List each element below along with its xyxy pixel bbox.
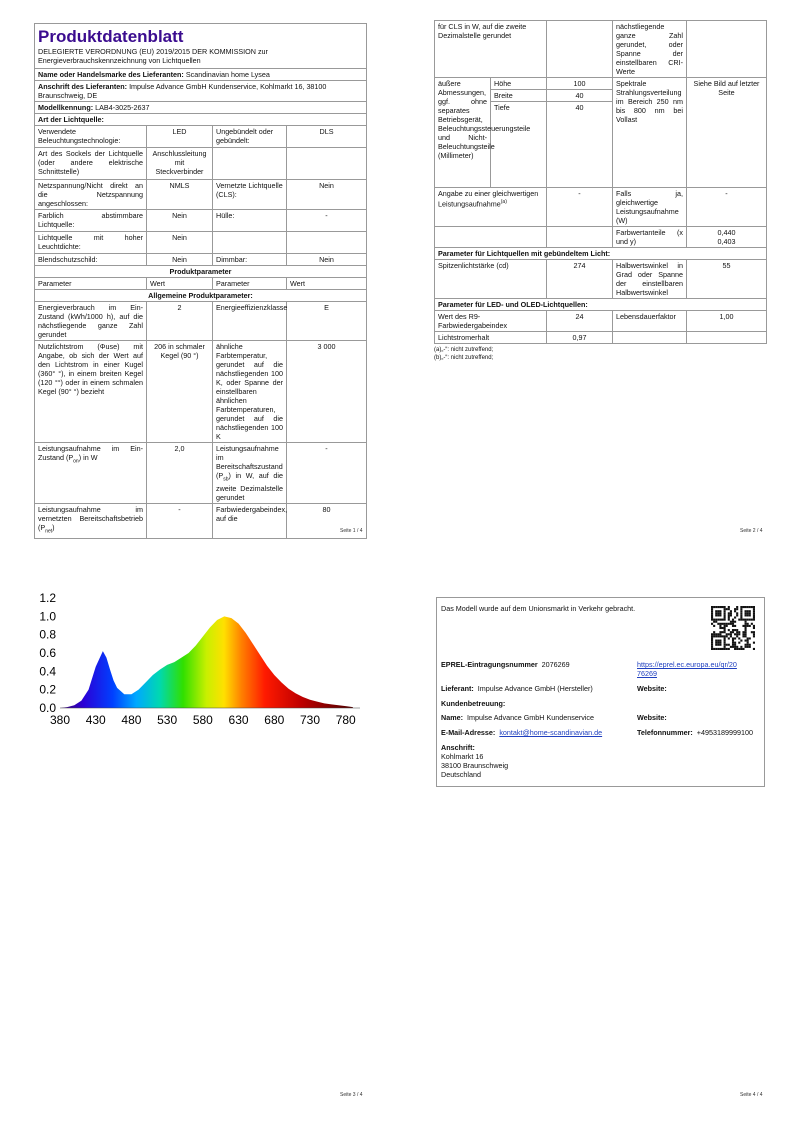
cell-value: 80 — [287, 504, 367, 538]
market-text: Das Modell wurde auf dem Unionsmarkt in Verkehr gebracht. — [441, 604, 636, 613]
address-block: Anschrift: Kohlmarkt 16 38100 Braunschweig Deutschland — [441, 743, 509, 779]
cell-value: 100 — [547, 78, 613, 90]
cell-value: Siehe Bild auf letzter Seite — [687, 78, 767, 188]
cell-label: Spektrale Strahlungsverteilung im Bereich 250 nm bis 800 nm bei Vollast — [613, 78, 687, 188]
cell-label: Farbwiedergabeindex, auf die — [213, 504, 287, 538]
page-number: Seite 1 / 4 — [340, 528, 363, 534]
x-tick-label: 780 — [335, 713, 356, 727]
cell-value: 40 — [547, 102, 613, 188]
spectral-distribution-chart — [30, 588, 370, 738]
cell-value: Nein — [147, 210, 213, 232]
website-label: Website: — [637, 684, 667, 693]
page-number: Seite 2 / 4 — [740, 528, 763, 534]
y-tick-label: 1.2 — [39, 591, 56, 605]
cell-label: Blendschutzschild: — [35, 254, 147, 266]
cell-label: Lebensdauerfaktor — [613, 311, 687, 332]
y-tick-label: 0.0 — [39, 701, 56, 715]
cell-label: Ungebündelt oder gebündelt: — [213, 126, 287, 148]
cell-value: 40 — [547, 90, 613, 102]
supplier-address: Impulse Advance GmbH Kundenservice, Kohlmarkt 16, 38100 Braunschweig, DE — [38, 82, 327, 100]
x-tick-label: 430 — [85, 713, 106, 727]
led-params-header: Parameter für LED- und OLED-Lichtquellen: — [438, 300, 588, 309]
cell-label: Breite — [491, 90, 547, 102]
cell-value: 206 in schmaler Kegel (90 °) — [147, 341, 213, 443]
cell-label: Angabe zu einer gleichwertigen Leistungsaufnahme$^{(a)}$ — [435, 188, 547, 227]
x-tick-label: 480 — [121, 713, 142, 727]
page-number: Seite 3 / 4 — [340, 1092, 363, 1098]
cell-label: Nutzlichtstrom (Φuse) mit Angabe, ob sich der Wert auf den Lichtstrom in einer Kugel (360° °), in einem breiten Kegel (120 °°) oder in einem schmalen Kegel (90° °) bezieht — [35, 341, 147, 443]
cell-label: Höhe — [491, 78, 547, 90]
col-header: Parameter — [35, 278, 147, 290]
cell-value: Nein — [287, 180, 367, 210]
col-header: Parameter — [213, 278, 287, 290]
support-label: Kundenbetreuung: — [441, 699, 506, 708]
cell-label: nächstliegende ganze Zahl gerundet, oder Spanne der einstellbaren CRI-Werte — [613, 21, 687, 78]
cell-label: Lichtstromerhalt — [435, 332, 547, 344]
cell-value: Nein — [147, 254, 213, 266]
cell-value: DLS — [287, 126, 367, 148]
y-tick-label: 1.0 — [39, 609, 56, 624]
cell-label: Tiefe — [491, 102, 547, 188]
cell-value: 3 000 — [287, 341, 367, 443]
col-header: Wert — [147, 278, 213, 290]
cell-value: LED — [147, 126, 213, 148]
cell-label: Falls ja, gleichwertige Leistungsaufnahme (W) — [613, 188, 687, 227]
cell-label: ähnliche Farbtemperatur, gerundet auf die nächstliegenden 100 K, oder Spanne der einstellbaren ähnlichen Farbtemperaturen, gerundet auf die nächstliegenden 100 K — [213, 341, 287, 443]
cell-label: äußere Abmessungen, ggf. ohne separates Betriebsgerät, Beleuchtungssteuerungsteile und Nicht-Beleuchtungsteile (Millimeter) — [435, 78, 491, 188]
cell-value: - — [147, 504, 213, 538]
x-tick-label: 380 — [49, 713, 71, 727]
x-tick-label: 630 — [228, 713, 249, 727]
cell-value: - — [287, 443, 367, 504]
email-row: E-Mail-Adresse: kontakt@home-scandinavian.de — [441, 728, 603, 737]
page-4-box — [436, 597, 765, 787]
cell-value: - — [547, 188, 613, 227]
cell-label: für CLS in W, auf die zweite Dezimalstelle gerundet — [435, 21, 547, 78]
cell-value: Nein — [287, 254, 367, 266]
y-tick-label: 0.8 — [39, 627, 56, 642]
cell-label: Energieeffizienzklasse — [213, 302, 287, 341]
supplier-name-label: Name oder Handelsmarke des Lieferanten: — [38, 70, 184, 79]
product-params-header: Produktparameter — [169, 267, 232, 276]
y-tick-label: 0.6 — [39, 646, 56, 660]
cell-label: Spitzenlichtstärke (cd) — [435, 260, 547, 299]
col-header: Wert — [287, 278, 367, 290]
phone-row: Telefonnummer: +4953189999100 — [637, 728, 753, 737]
model-label: Modellkennung: — [38, 103, 94, 112]
cell-value: - — [687, 188, 767, 227]
supplier-name: Scandinavian home Lysea — [185, 70, 270, 79]
footnote-b: (b)„-“: nicht zutreffend; — [434, 355, 494, 361]
cell-label: Verwendete Beleuchtungstechnologie: — [35, 126, 147, 148]
spectrum-area — [60, 616, 353, 708]
cell-value: 274 — [547, 260, 613, 299]
cell-label: Leistungsaufnahme im vernetzten Bereitschaftsbetrieb $(P_{net})$ — [35, 504, 147, 538]
cell-label: Art des Sockels der Lichtquelle (oder andere elektrische Schnittstelle) — [35, 148, 147, 180]
website2-label: Website: — [637, 713, 667, 722]
cell-value: 1,00 — [687, 311, 767, 332]
cell-label: Dimmbar: — [213, 254, 287, 266]
regulation-text: DELEGIERTE VERORDNUNG (EU) 2019/2015 DER KOMMISSION zur Energieverbrauchskennzeichnung von Lichtquellen — [38, 47, 268, 65]
page-number: Seite 4 / 4 — [740, 1092, 763, 1098]
cell-label: Farbwertanteile (x und y) — [613, 227, 687, 248]
model-id: LAB4-3025-2637 — [95, 103, 150, 112]
eprel-link[interactable]: https://eprel.ec.europa.eu/qr/20 76269 — [637, 660, 737, 678]
cell-label: Vernetzte Lichtquelle (CLS): — [213, 180, 287, 210]
general-params-header: Allgemeine Produktparameter: — [148, 291, 253, 300]
x-tick-label: 580 — [192, 713, 213, 727]
light-source-type-header: Art der Lichtquelle: — [38, 115, 104, 124]
y-tick-label: 0.4 — [39, 664, 56, 679]
directional-params-header: Parameter für Lichtquellen mit gebündeltem Licht: — [438, 249, 611, 258]
support-name-row: Name: Impulse Advance GmbH Kundenservice — [441, 713, 595, 722]
footnote-a: (a)„-“: nicht zutreffend; — [434, 347, 494, 353]
cell-label: Hülle: — [213, 210, 287, 232]
x-tick-label: 680 — [264, 713, 285, 727]
datasheet-table-2 — [434, 20, 767, 344]
cell-value: Nein — [147, 232, 213, 254]
page-title: Produktdatenblatt — [38, 27, 184, 46]
cell-value: 2,0 — [147, 443, 213, 504]
eprel-row: EPREL-Eintragungsnummer 2076269 — [441, 660, 570, 669]
supplier-row: Lieferant: Impulse Advance GmbH (Hersteller) — [441, 684, 593, 693]
x-tick-label: 730 — [299, 713, 321, 727]
cell-value: Anschlussleitung mit Steckverbinder — [147, 148, 213, 180]
cell-label: Leistungsaufnahme im Bereitschaftszustand $(P_{sb})$ in W, auf die zweite Dezimalstelle gerundet — [213, 443, 287, 504]
cell-label: Netzspannung/Nicht direkt an die Netzspannung angeschlossen: — [35, 180, 147, 210]
page-2 — [434, 20, 766, 362]
cell-label: Halbwertswinkel in Grad oder Spanne der einstellbaren Halbwertswinkel — [613, 260, 687, 299]
cell-label: Lichtquelle mit hoher Leuchtdichte: — [35, 232, 147, 254]
cell-value: - — [287, 210, 367, 232]
datasheet-table-1 — [34, 23, 367, 539]
cell-value: 0,97 — [547, 332, 613, 344]
cell-label: Wert des R9-Farbwiedergabeindex — [435, 311, 547, 332]
y-tick-label: 0.2 — [39, 682, 56, 697]
cell-value: E — [287, 302, 367, 341]
cell-value: 2 — [147, 302, 213, 341]
cell-value: 24 — [547, 311, 613, 332]
cell-value: NMLS — [147, 180, 213, 210]
cell-label: Energieverbrauch im Ein-Zustand (kWh/1000 h), auf die nächstliegende ganze Zahl gerundet — [35, 302, 147, 341]
cell-label: Leistungsaufnahme im Ein-Zustand $(P_{on})$ in W — [35, 443, 147, 504]
supplier-address-label: Anschrift des Lieferanten: — [38, 82, 128, 91]
cell-label: Farblich abstimmbare Lichtquelle: — [35, 210, 147, 232]
x-tick-label: 530 — [157, 713, 178, 727]
cell-value: 0,440 0,403 — [687, 227, 767, 248]
page-1 — [34, 23, 366, 539]
email-link[interactable]: kontakt@home-scandinavian.de — [499, 728, 603, 737]
cell-value: 55 — [687, 260, 767, 299]
qr-code-icon — [711, 606, 755, 650]
